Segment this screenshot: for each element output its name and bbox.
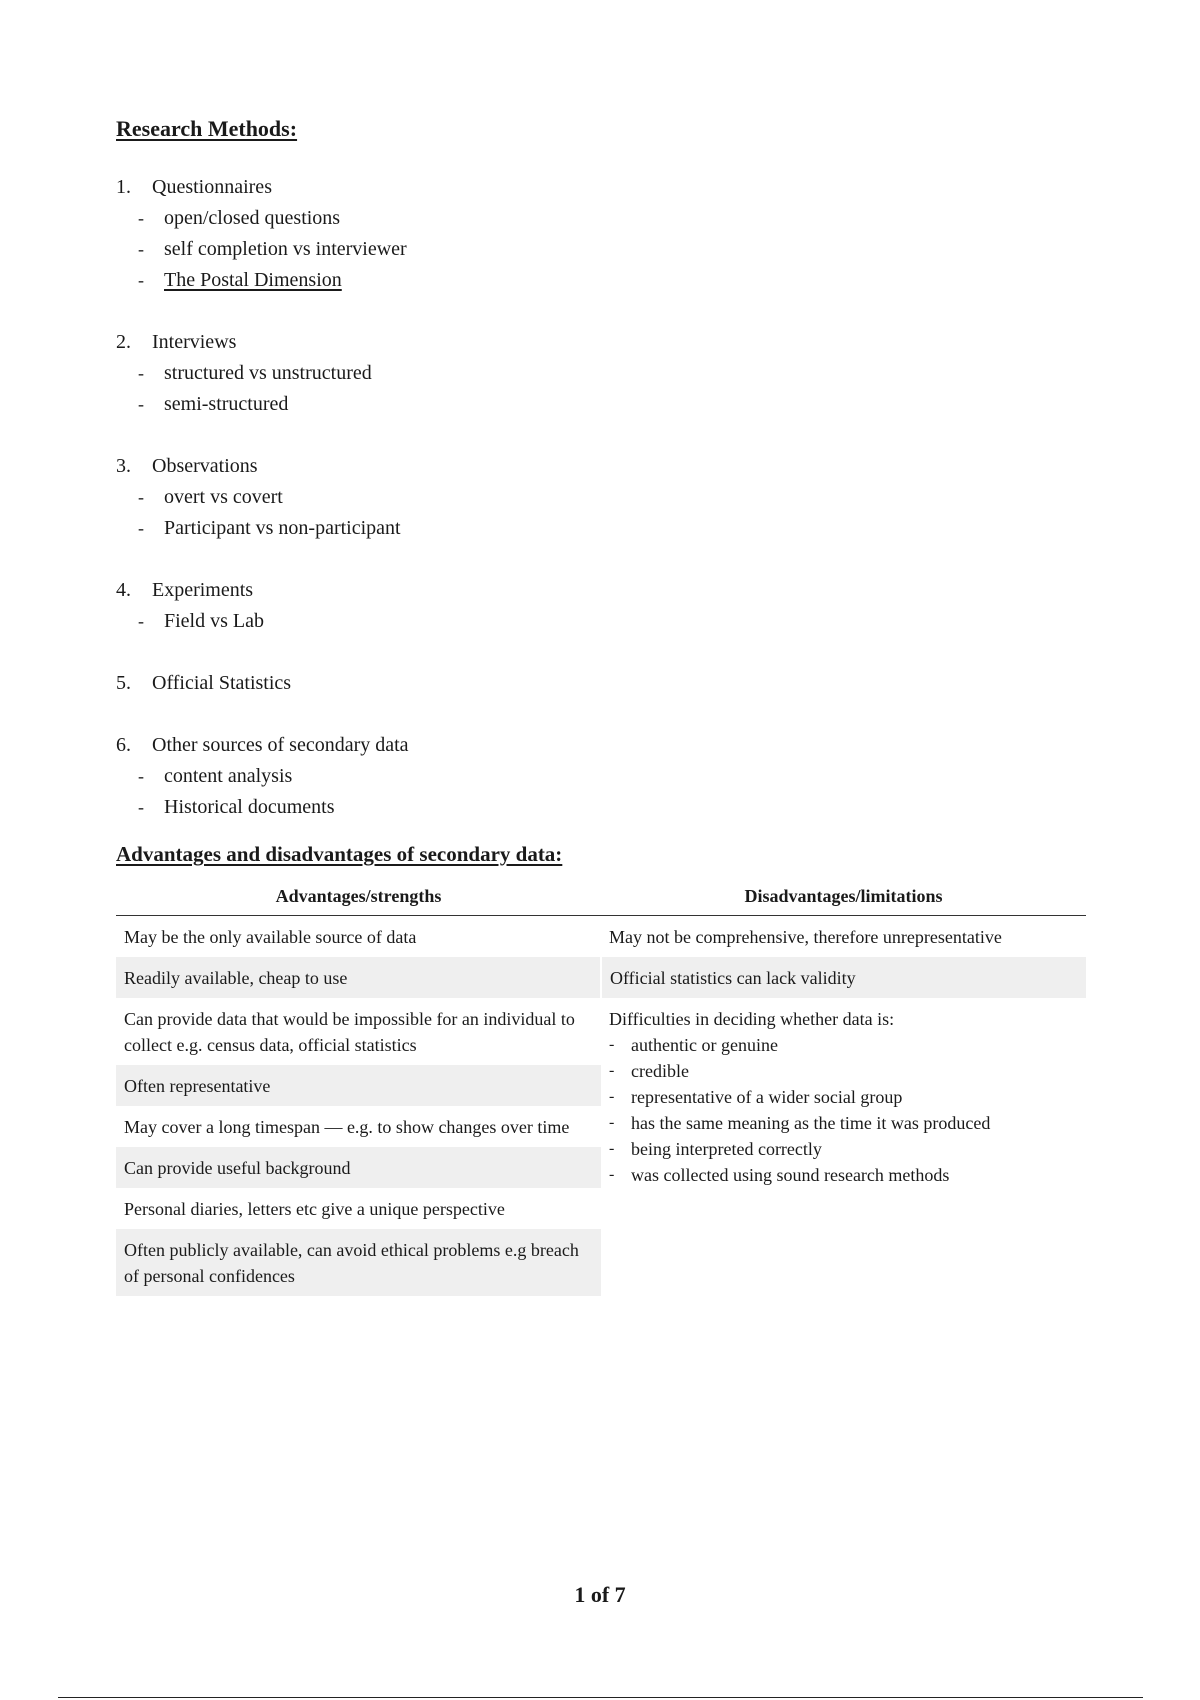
dash-bullet: -	[138, 518, 144, 538]
method-sub-list	[116, 761, 1086, 823]
method-sub-list	[116, 482, 1086, 544]
method-item	[116, 451, 1086, 544]
dash-bullet: -	[138, 270, 144, 290]
sub-item-text: overt vs covert	[164, 486, 283, 508]
difficulties-list	[609, 1032, 1078, 1188]
method-label: Observations	[152, 455, 258, 477]
sub-item-text: Field vs Lab	[164, 610, 264, 632]
advantage-cell: May be the only available source of data	[124, 927, 417, 947]
dash-bullet: -	[138, 394, 144, 414]
dash-bullet: -	[138, 487, 144, 507]
method-label: Interviews	[152, 331, 237, 353]
dash-bullet: -	[609, 1114, 615, 1131]
table-header-row	[116, 877, 1086, 916]
research-methods-list	[116, 172, 1086, 823]
sub-item	[138, 513, 1086, 544]
sub-item-text-underlined: The Postal Dimension	[164, 269, 342, 291]
disadvantages-header: Disadvantages/limitations	[601, 877, 1086, 916]
sub-item	[138, 265, 1086, 296]
method-item	[116, 668, 1086, 699]
sub-item-text: self completion vs interviewer	[164, 238, 407, 260]
dash-bullet: -	[138, 239, 144, 259]
difficulties-cell	[601, 998, 1086, 1296]
list-item-text: credible	[631, 1061, 689, 1081]
sub-item-text: semi-structured	[164, 393, 289, 415]
sub-item-text: Historical documents	[164, 796, 335, 818]
list-item-text: has the same meaning as the time it was produced	[631, 1113, 991, 1133]
sub-item	[138, 606, 1086, 637]
sub-item-text: content analysis	[164, 765, 293, 787]
advantage-cell: Personal diaries, letters etc give a unique perspective	[124, 1199, 505, 1219]
advantage-cell: Can provide useful background	[116, 1147, 601, 1188]
sub-item	[138, 389, 1086, 420]
dash-bullet: -	[138, 797, 144, 817]
method-item	[116, 575, 1086, 637]
method-number: 3.	[116, 455, 131, 477]
list-item-text: being interpreted correctly	[631, 1139, 822, 1159]
section-title: Advantages and disadvantages of secondary data:	[116, 842, 563, 866]
method-label: Official Statistics	[152, 672, 292, 694]
sub-item	[138, 482, 1086, 513]
method-item	[116, 172, 1086, 296]
list-item	[609, 1084, 1078, 1110]
page-title: Research Methods:	[116, 116, 298, 141]
comparison-table	[116, 877, 1086, 1296]
footer-divider	[58, 1697, 1143, 1698]
dash-bullet: -	[138, 208, 144, 228]
method-number: 6.	[116, 734, 131, 756]
page-number: 1 of 7	[574, 1582, 626, 1607]
disadvantage-cell: Official statistics can lack validity	[601, 957, 1086, 998]
list-item-text: authentic or genuine	[631, 1035, 778, 1055]
method-number: 5.	[116, 672, 131, 694]
method-item	[116, 327, 1086, 420]
sub-item-text: open/closed questions	[164, 207, 341, 229]
dash-bullet: -	[609, 1140, 615, 1157]
method-item	[116, 730, 1086, 823]
table-row	[116, 957, 1086, 998]
list-item	[609, 1162, 1078, 1188]
method-label: Experiments	[152, 579, 254, 601]
dash-bullet: -	[609, 1036, 615, 1053]
advantage-cell: Can provide data that would be impossible for an individual to collect e.g. census data, official statistics	[124, 1009, 575, 1055]
dash-bullet: -	[609, 1166, 615, 1183]
advantage-cell: Often representative	[116, 1065, 601, 1106]
document-page	[116, 112, 1086, 1296]
list-item	[609, 1058, 1078, 1084]
method-number: 2.	[116, 331, 131, 353]
difficulties-intro: Difficulties in deciding whether data is:	[609, 1009, 895, 1029]
sub-item	[138, 234, 1086, 265]
list-item-text: was collected using sound research methods	[631, 1165, 950, 1185]
method-label: Other sources of secondary data	[152, 734, 409, 756]
dash-bullet: -	[138, 766, 144, 786]
sub-item	[138, 203, 1086, 234]
dash-bullet: -	[138, 363, 144, 383]
dash-bullet: -	[138, 611, 144, 631]
list-item	[609, 1032, 1078, 1058]
method-sub-list	[116, 203, 1086, 296]
list-item-text: representative of a wider social group	[631, 1087, 903, 1107]
method-sub-list	[116, 606, 1086, 637]
list-item	[609, 1110, 1078, 1136]
advantage-cell: May cover a long timespan — e.g. to show changes over time	[124, 1117, 570, 1137]
sub-item	[138, 761, 1086, 792]
method-number: 1.	[116, 176, 131, 198]
advantage-cell: Often publicly available, can avoid ethical problems e.g breach of personal confidences	[116, 1229, 601, 1296]
method-label: Questionnaires	[152, 176, 272, 198]
advantage-cell: Readily available, cheap to use	[116, 957, 601, 998]
sub-item	[138, 792, 1086, 823]
method-number: 4.	[116, 579, 131, 601]
method-sub-list	[116, 358, 1086, 420]
dash-bullet: -	[609, 1062, 615, 1079]
list-item	[609, 1136, 1078, 1162]
dash-bullet: -	[609, 1088, 615, 1105]
sub-item-text: Participant vs non-participant	[164, 517, 401, 539]
table-row	[116, 916, 1086, 958]
table-row	[116, 998, 1086, 1065]
advantages-header: Advantages/strengths	[116, 877, 601, 916]
disadvantage-cell: May not be comprehensive, therefore unrepresentative	[609, 927, 1002, 947]
sub-item	[138, 358, 1086, 389]
sub-item-text: structured vs unstructured	[164, 362, 372, 384]
